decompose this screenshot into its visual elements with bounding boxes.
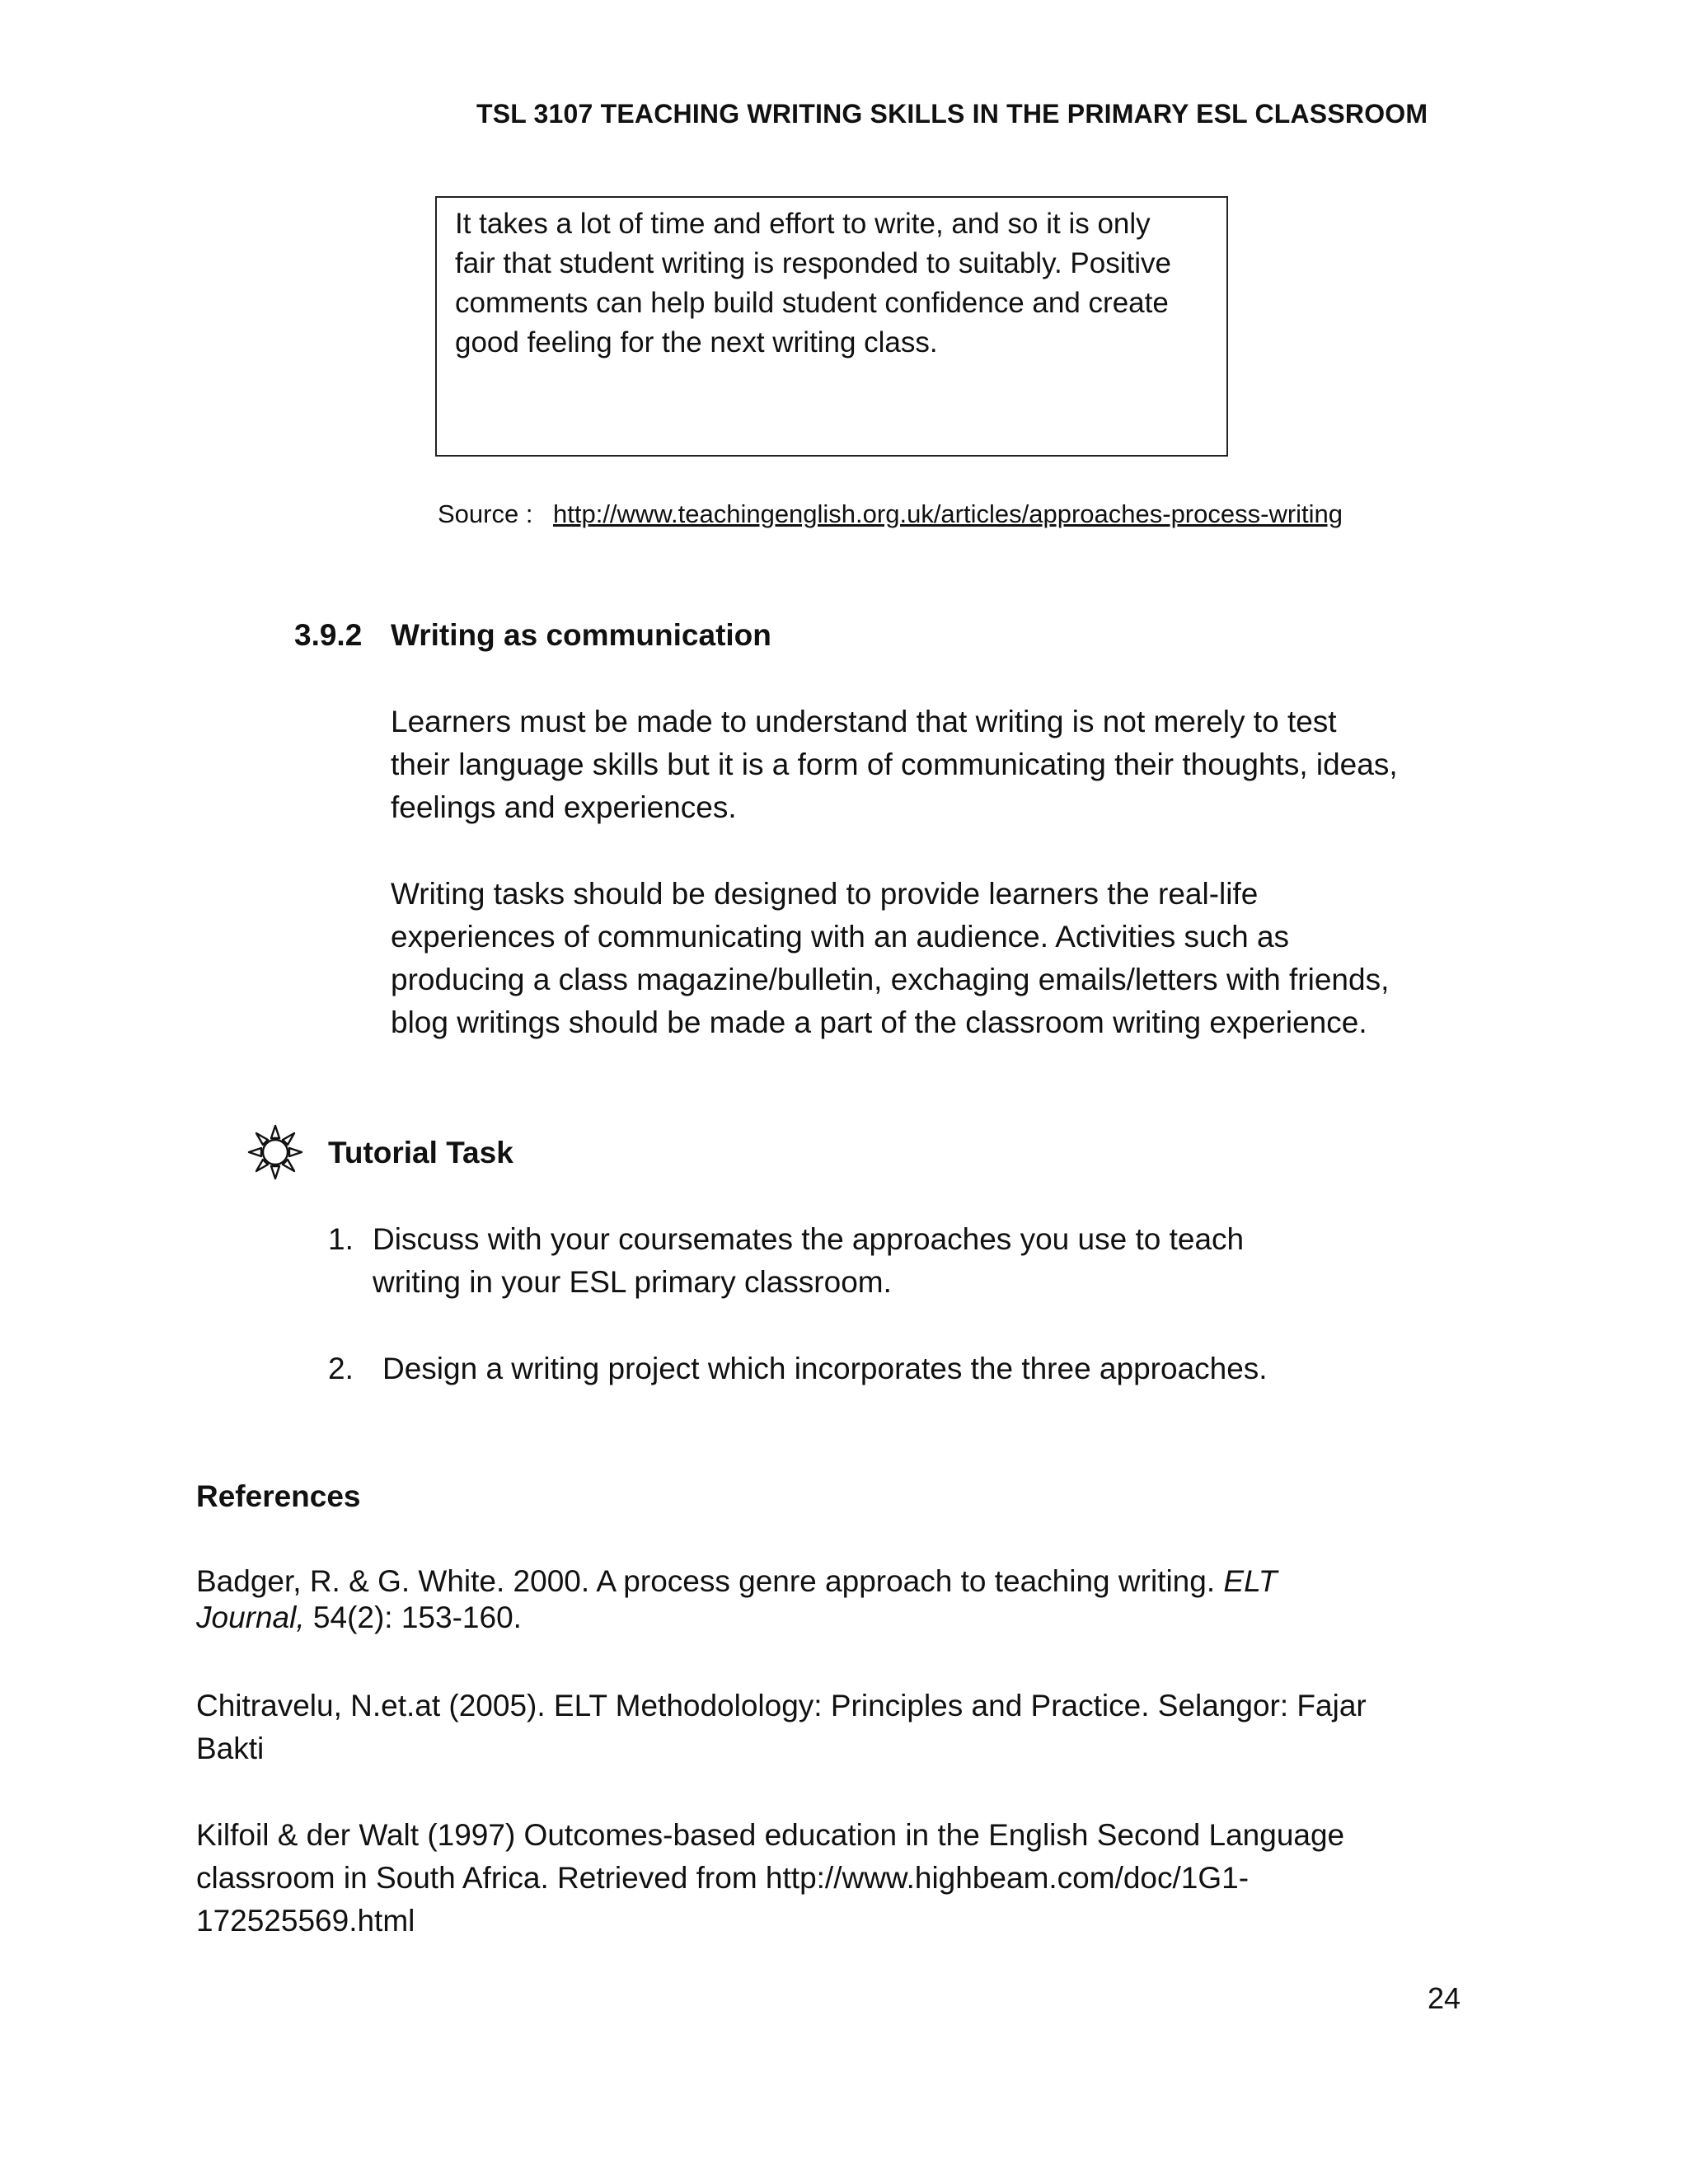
source-link[interactable]: http://www.teachingenglish.org.uk/articles/approaches-process-writing xyxy=(553,499,1343,528)
section-title: Writing as communication xyxy=(391,618,771,652)
reference-entry: Kilfoil & der Walt (1997) Outcomes-based education in the English Second Language xyxy=(196,1818,1345,1852)
sun-icon xyxy=(246,1122,305,1182)
quote-line: good feeling for the next writing class. xyxy=(455,326,938,359)
task-line: Discuss with your coursemates the approaches you use to teach xyxy=(373,1222,1245,1256)
reference-text: Badger, R. & G. White. 2000. A process genre approach to teaching writing. xyxy=(196,1564,1224,1598)
section-number: 3.9.2 xyxy=(294,618,363,652)
running-header: TSL 3107 TEACHING WRITING SKILLS IN THE PRIMARY ESL CLASSROOM xyxy=(476,99,1428,129)
reference-entry xyxy=(196,1601,522,1635)
paragraph-line: Learners must be made to understand that writing is not merely to test xyxy=(391,705,1337,738)
reference-journal: ELT xyxy=(1223,1564,1278,1598)
reference-entry: classroom in South Africa. Retrieved from http://www.highbeam.com/doc/1G1- xyxy=(196,1861,1250,1895)
references-heading: References xyxy=(196,1479,361,1513)
quote-line: comments can help build student confidence and create xyxy=(455,287,1169,319)
paragraph-line: feelings and experiences. xyxy=(391,790,737,824)
task-line: writing in your ESL primary classroom. xyxy=(373,1265,892,1299)
paragraph-line: producing a class magazine/bulletin, exchaging emails/letters with friends, xyxy=(391,963,1390,996)
reference-entry: Bakti xyxy=(196,1732,265,1765)
reference-journal: Journal, xyxy=(196,1601,305,1634)
task-number: 2. xyxy=(328,1352,354,1385)
paragraph-line: their language skills but it is a form of communicating their thoughts, ideas, xyxy=(391,748,1398,781)
paragraph-line: Writing tasks should be designed to provide learners the real-life xyxy=(391,877,1259,911)
source-label: Source : xyxy=(438,499,533,528)
tutorial-task-heading: Tutorial Task xyxy=(328,1136,513,1169)
task-number: 1. xyxy=(328,1222,354,1256)
quote-line: fair that student writing is responded to suitably. Positive xyxy=(455,247,1171,279)
reference-entry: Chitravelu, N.et.at (2005). ELT Methodolology: Principles and Practice. Selangor: Fajar xyxy=(196,1689,1367,1722)
quote-line: It takes a lot of time and effort to write, and so it is only xyxy=(455,208,1151,240)
reference-text: 54(2): 153-160. xyxy=(304,1601,522,1634)
reference-entry: 172525569.html xyxy=(196,1904,415,1938)
paragraph-line: experiences of communicating with an audience. Activities such as xyxy=(391,920,1290,954)
page-number: 24 xyxy=(1428,1981,1461,2015)
reference-entry xyxy=(196,1564,1278,1599)
task-line: Design a writing project which incorporates the three approaches. xyxy=(382,1352,1268,1385)
paragraph-line: blog writings should be made a part of the classroom writing experience. xyxy=(391,1005,1367,1039)
